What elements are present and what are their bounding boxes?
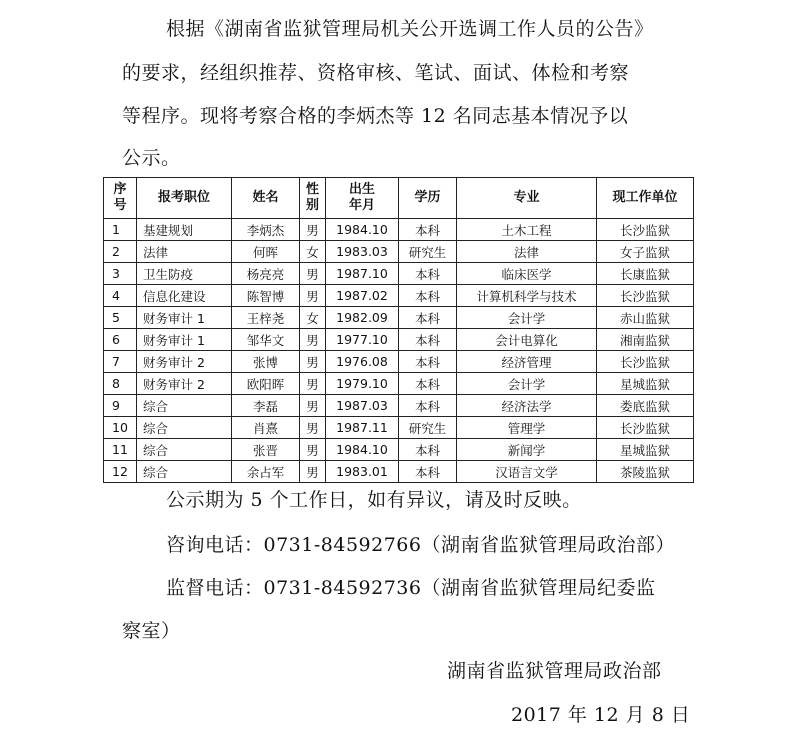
- table-row: [104, 373, 694, 395]
- table-row: [104, 351, 694, 373]
- cell-major: 管理学: [457, 417, 597, 439]
- cell-gender: 男: [300, 285, 326, 307]
- cell-gender: 女: [300, 307, 326, 329]
- intro-line-3: 等程序。现将考察合格的李炳杰等 12 名同志基本情况予以: [122, 105, 629, 127]
- cell-no: 10: [104, 417, 137, 439]
- cell-education: 本科: [399, 395, 457, 417]
- cell-position: 基建规划: [137, 219, 232, 241]
- cell-gender: 男: [300, 329, 326, 351]
- cell-position: 综合: [137, 395, 232, 417]
- cell-name: 何晖: [232, 241, 300, 263]
- cell-major: 会计电算化: [457, 329, 597, 351]
- cell-birth: 1987.10: [326, 263, 399, 285]
- cell-name: 陈智博: [232, 285, 300, 307]
- cell-name: 肖熹: [232, 417, 300, 439]
- cell-gender: 男: [300, 373, 326, 395]
- staff-table: [103, 177, 694, 483]
- cell-name: 欧阳晖: [232, 373, 300, 395]
- intro-line-4: 公示。: [122, 147, 181, 169]
- cell-no: 7: [104, 351, 137, 373]
- cell-education: 本科: [399, 373, 457, 395]
- table-row: [104, 307, 694, 329]
- cell-education: 本科: [399, 219, 457, 241]
- cell-unit: 湘南监狱: [597, 329, 694, 351]
- cell-unit: 娄底监狱: [597, 395, 694, 417]
- table-row: [104, 439, 694, 461]
- cell-gender: 男: [300, 461, 326, 483]
- cell-birth: 1982.09: [326, 307, 399, 329]
- table-row: [104, 461, 694, 483]
- cell-major: 法律: [457, 241, 597, 263]
- cell-gender: 女: [300, 241, 326, 263]
- cell-name: 邹华文: [232, 329, 300, 351]
- cell-birth: 1983.01: [326, 461, 399, 483]
- cell-gender: 男: [300, 439, 326, 461]
- cell-position: 综合: [137, 417, 232, 439]
- header-gender: 性 别: [300, 178, 326, 219]
- cell-name: 余占军: [232, 461, 300, 483]
- table-row: [104, 219, 694, 241]
- cell-major: 新闻学: [457, 439, 597, 461]
- header-no: 序 号: [104, 178, 137, 219]
- cell-name: 杨亮亮: [232, 263, 300, 285]
- cell-unit: 长康监狱: [597, 263, 694, 285]
- supervise-phone-line-1: 监督电话：0731-84592736（湖南省监狱管理局纪委监: [166, 577, 656, 599]
- header-birth: 出生 年月: [326, 178, 399, 219]
- notice-period: 公示期为 5 个工作日，如有异议，请及时反映。: [166, 489, 582, 511]
- cell-education: 本科: [399, 461, 457, 483]
- cell-no: 8: [104, 373, 137, 395]
- cell-education: 本科: [399, 439, 457, 461]
- cell-birth: 1983.03: [326, 241, 399, 263]
- table-row: [104, 263, 694, 285]
- header-major: 专业: [457, 178, 597, 219]
- cell-gender: 男: [300, 219, 326, 241]
- cell-no: 4: [104, 285, 137, 307]
- cell-name: 李磊: [232, 395, 300, 417]
- header-education: 学历: [399, 178, 457, 219]
- cell-education: 本科: [399, 285, 457, 307]
- cell-birth: 1979.10: [326, 373, 399, 395]
- header-unit: 现工作单位: [597, 178, 694, 219]
- cell-birth: 1987.03: [326, 395, 399, 417]
- cell-name: 张晋: [232, 439, 300, 461]
- cell-unit: 长沙监狱: [597, 285, 694, 307]
- cell-no: 9: [104, 395, 137, 417]
- cell-gender: 男: [300, 417, 326, 439]
- cell-gender: 男: [300, 395, 326, 417]
- cell-birth: 1987.11: [326, 417, 399, 439]
- cell-name: 张博: [232, 351, 300, 373]
- table-row: [104, 329, 694, 351]
- table-row: [104, 395, 694, 417]
- cell-major: 临床医学: [457, 263, 597, 285]
- cell-position: 综合: [137, 461, 232, 483]
- header-position: 报考职位: [137, 178, 232, 219]
- cell-birth: 1977.10: [326, 329, 399, 351]
- cell-education: 本科: [399, 263, 457, 285]
- cell-unit: 星城监狱: [597, 373, 694, 395]
- table-row: [104, 241, 694, 263]
- cell-gender: 男: [300, 263, 326, 285]
- cell-position: 财务审计 2: [137, 351, 232, 373]
- cell-no: 11: [104, 439, 137, 461]
- cell-position: 信息化建设: [137, 285, 232, 307]
- header-name: 姓名: [232, 178, 300, 219]
- table-row: [104, 417, 694, 439]
- cell-name: 王梓尧: [232, 307, 300, 329]
- cell-major: 会计学: [457, 307, 597, 329]
- cell-birth: 1976.08: [326, 351, 399, 373]
- cell-position: 法律: [137, 241, 232, 263]
- cell-no: 2: [104, 241, 137, 263]
- cell-no: 5: [104, 307, 137, 329]
- consult-phone: 咨询电话：0731-84592766（湖南省监狱管理局政治部）: [166, 534, 675, 556]
- cell-major: 计算机科学与技术: [457, 285, 597, 307]
- cell-unit: 长沙监狱: [597, 417, 694, 439]
- cell-no: 3: [104, 263, 137, 285]
- cell-no: 1: [104, 219, 137, 241]
- table-header-row: [104, 178, 694, 219]
- cell-unit: 茶陵监狱: [597, 461, 694, 483]
- cell-name: 李炳杰: [232, 219, 300, 241]
- cell-birth: 1984.10: [326, 439, 399, 461]
- cell-position: 综合: [137, 439, 232, 461]
- cell-no: 12: [104, 461, 137, 483]
- cell-gender: 男: [300, 351, 326, 373]
- signature-date: 2017 年 12 月 8 日: [511, 704, 691, 726]
- cell-major: 经济管理: [457, 351, 597, 373]
- cell-major: 会计学: [457, 373, 597, 395]
- cell-education: 本科: [399, 307, 457, 329]
- cell-birth: 1987.02: [326, 285, 399, 307]
- cell-birth: 1984.10: [326, 219, 399, 241]
- cell-unit: 长沙监狱: [597, 351, 694, 373]
- table-row: [104, 285, 694, 307]
- cell-education: 本科: [399, 351, 457, 373]
- cell-position: 财务审计 1: [137, 307, 232, 329]
- cell-unit: 长沙监狱: [597, 219, 694, 241]
- cell-no: 6: [104, 329, 137, 351]
- cell-position: 财务审计 2: [137, 373, 232, 395]
- cell-education: 本科: [399, 329, 457, 351]
- cell-unit: 赤山监狱: [597, 307, 694, 329]
- cell-position: 财务审计 1: [137, 329, 232, 351]
- cell-education: 研究生: [399, 417, 457, 439]
- cell-major: 土木工程: [457, 219, 597, 241]
- supervise-phone-line-2: 察室）: [122, 620, 181, 642]
- cell-unit: 女子监狱: [597, 241, 694, 263]
- cell-education: 研究生: [399, 241, 457, 263]
- cell-major: 汉语言文学: [457, 461, 597, 483]
- intro-line-2: 的要求，经组织推荐、资格审核、笔试、面试、体检和考察: [122, 62, 630, 84]
- cell-major: 经济法学: [457, 395, 597, 417]
- signature-org: 湖南省监狱管理局政治部: [447, 660, 662, 682]
- cell-position: 卫生防疫: [137, 263, 232, 285]
- cell-unit: 星城监狱: [597, 439, 694, 461]
- intro-line-1: 根据《湖南省监狱管理局机关公开选调工作人员的公告》: [166, 18, 654, 40]
